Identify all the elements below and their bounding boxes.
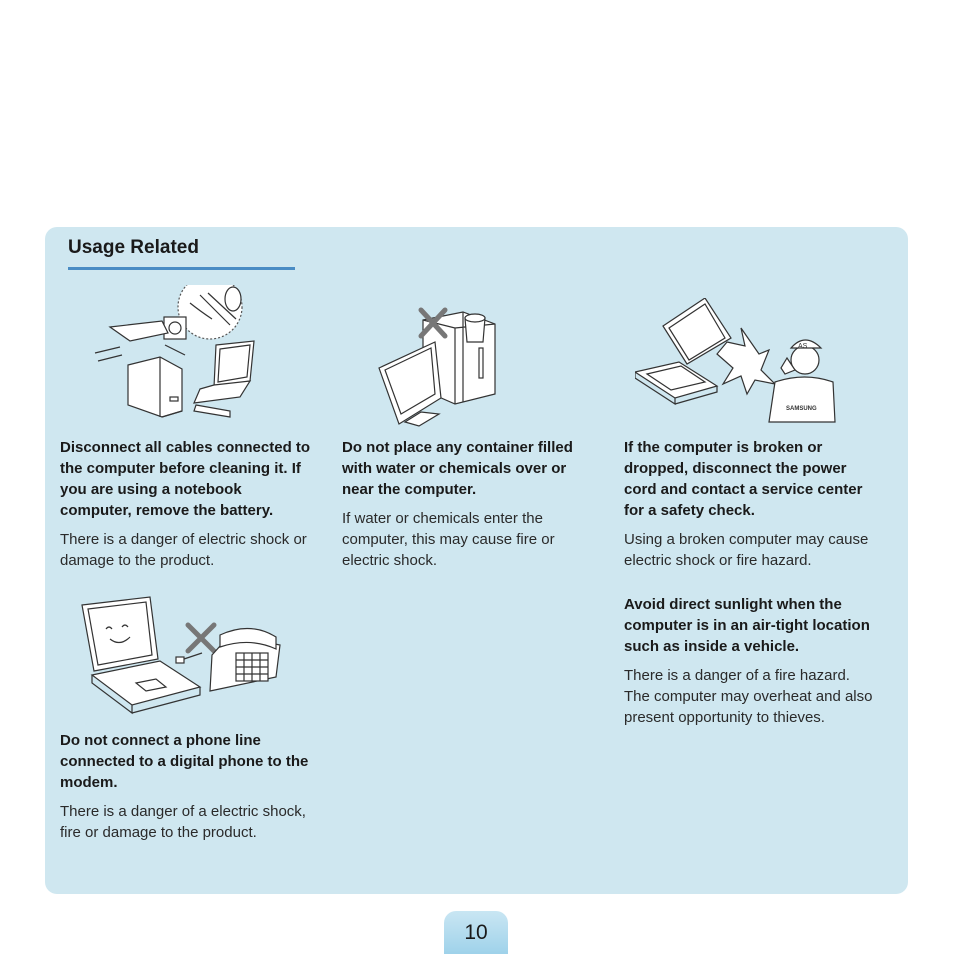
warning-heading: Avoid direct sunlight when the computer is in an air-tight location such as inside a vehicle. — [624, 596, 870, 655]
unplug-cables-illustration — [90, 285, 265, 425]
warning-block-1 — [60, 437, 315, 571]
broken-computer-illustration — [635, 298, 840, 426]
warning-body: There is a danger of a electric shock, fire or damage to the product. — [60, 803, 306, 841]
warning-block-2 — [342, 437, 597, 571]
warning-body: There is a danger of a fire hazard. The computer may overheat and also present opportunity to thieves. — [624, 667, 873, 726]
warning-block-4 — [60, 730, 315, 843]
warning-heading: Do not place any container filled with water or chemicals over or near the computer. — [342, 439, 573, 498]
warning-heading: If the computer is broken or dropped, disconnect the power cord and contact a service center for a safety check. — [624, 439, 863, 519]
warning-block-5 — [624, 594, 879, 728]
warning-body: Using a broken computer may cause electric shock or fire hazard. — [624, 531, 869, 569]
shirt-label: SAMSUNG — [786, 406, 817, 412]
page-number: 10 — [444, 911, 508, 954]
no-digital-phone-illustration — [80, 595, 285, 717]
no-liquids-illustration — [375, 298, 505, 428]
warning-heading: Do not connect a phone line connected to a digital phone to the modem. — [60, 732, 309, 791]
warning-body: If water or chemicals enter the computer, this may cause fire or electric shock. — [342, 510, 555, 569]
section-title: Usage Related — [68, 237, 199, 258]
cap-label: AS — [798, 343, 808, 350]
warning-block-3 — [624, 437, 879, 571]
warning-heading: Disconnect all cables connected to the computer before cleaning it. If you are using a notebook computer, remove the battery. — [60, 439, 311, 519]
title-underline — [68, 267, 295, 270]
warning-body: There is a danger of electric shock or damage to the product. — [60, 531, 307, 569]
